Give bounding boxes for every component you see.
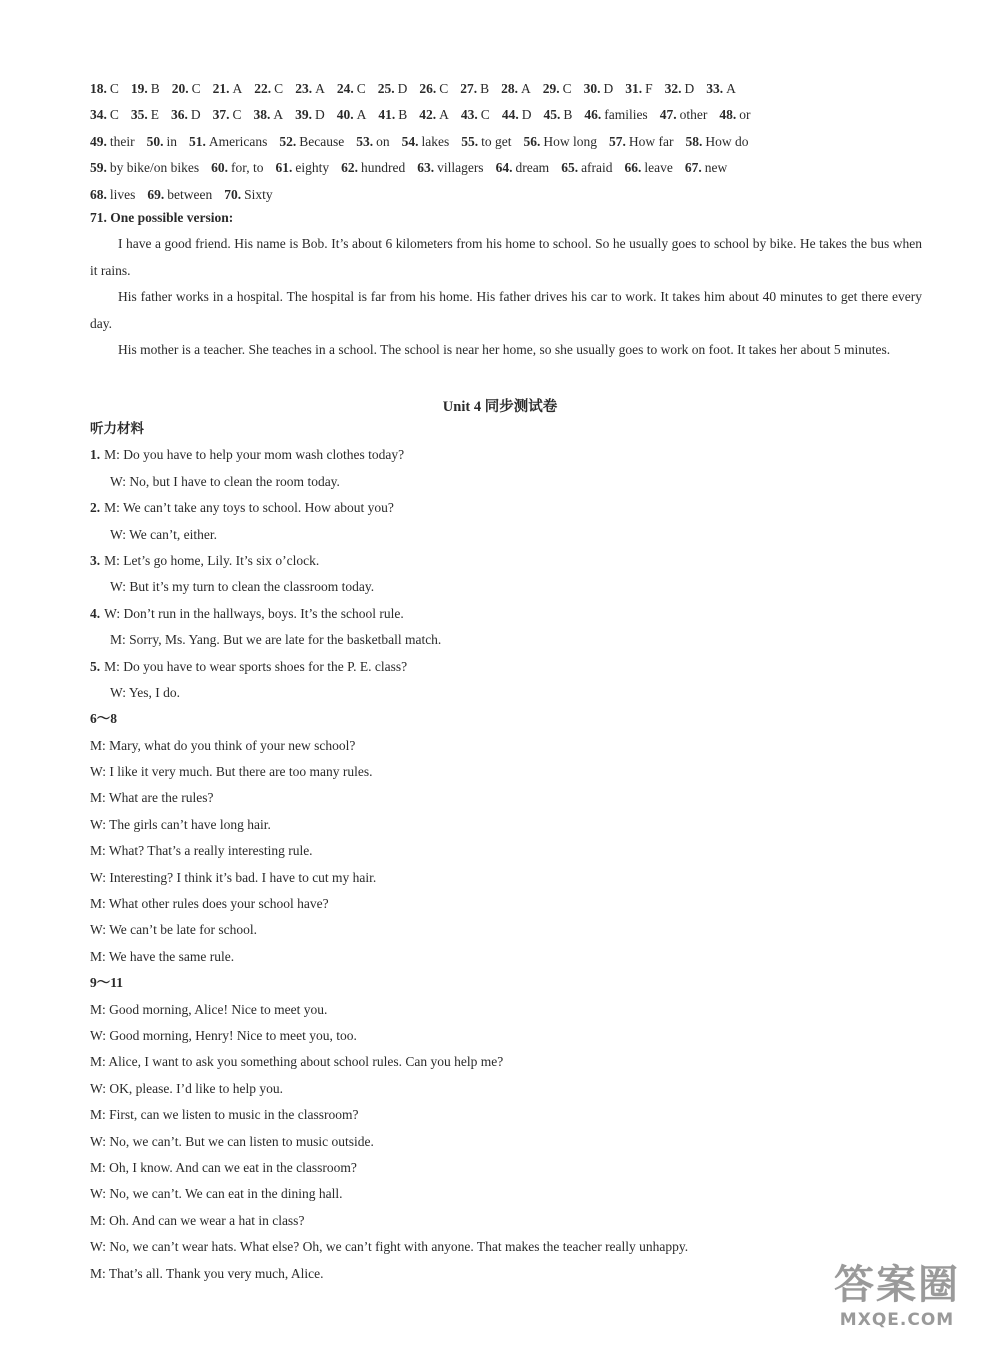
answer-value: A: [726, 81, 736, 96]
answer-item: [254, 76, 283, 102]
answer-item: [275, 155, 329, 181]
answer-row: [90, 102, 920, 128]
dialogue-line: [90, 680, 922, 706]
answer-item: [213, 102, 242, 128]
answer-value: other: [679, 107, 708, 123]
answer-number: 23.: [295, 81, 313, 96]
answer-number: 42.: [419, 107, 437, 123]
answer-number: 36.: [171, 107, 188, 123]
answer-number: 37.: [212, 107, 230, 123]
dialogue-line: W: OK, please. I’d like to help you.: [90, 1080, 283, 1096]
answer-value: C: [562, 81, 572, 96]
answer-item: [561, 155, 612, 181]
answer-number: 45.: [543, 107, 561, 123]
dialogue-text: W: We can’t, either.: [110, 526, 217, 542]
answer-value: A: [439, 107, 449, 123]
answer-row: [90, 129, 920, 155]
answer-value: How do: [705, 133, 749, 149]
answer-number: 68.: [90, 186, 107, 202]
answer-item: [665, 76, 695, 102]
answer-number: 65.: [561, 160, 579, 176]
answer-value: by bike/on bikes: [109, 160, 200, 176]
answer-row: [90, 182, 920, 208]
answer-value: F: [645, 81, 653, 96]
answer-value: for, to: [231, 160, 264, 176]
answer-value: D: [521, 107, 532, 123]
answer-item: [378, 76, 408, 102]
answer-item: [625, 155, 673, 181]
answer-value: C: [191, 81, 201, 96]
answer-value: to get: [481, 133, 512, 149]
answer-value: lakes: [421, 133, 450, 149]
answer-number: 62.: [341, 160, 358, 176]
listening-material: [90, 416, 922, 1287]
writing-paragraph-3: His mother is a teacher. She teaches in a school. The school is near her home, so she usually goes to work on foot. It takes her about 5 minutes.: [118, 342, 891, 358]
answer-value: B: [150, 81, 160, 96]
answer-number: 61.: [275, 160, 293, 176]
dialogue-line: [90, 522, 922, 548]
dialogue-line: [90, 495, 922, 521]
answer-number: 22.: [254, 81, 272, 96]
answer-item: [523, 129, 597, 155]
answer-number: 64.: [495, 160, 513, 176]
answer-number: 53.: [356, 133, 374, 149]
dialogue-text: M: Let’s go home, Lily. It’s six o’clock.: [104, 552, 320, 568]
answer-number: 49.: [90, 133, 107, 149]
answer-number: 24.: [336, 81, 354, 96]
answer-item: [685, 155, 727, 181]
answer-item: [279, 129, 344, 155]
answer-value: E: [150, 107, 160, 123]
answer-item: [295, 76, 325, 102]
answer-item: [341, 155, 405, 181]
answer-item: [131, 102, 159, 128]
answer-item: [461, 102, 490, 128]
dialogue-line: [90, 548, 922, 574]
answer-item: [419, 76, 448, 102]
answer-value: between: [167, 186, 213, 202]
answer-value: D: [397, 81, 408, 96]
dialogue-text: M: Do you have to help your mom wash clothes today?: [104, 447, 405, 463]
answer-number: 32.: [664, 81, 682, 96]
dialogue-line: W: I like it very much. But there are too many rules.: [90, 764, 373, 780]
dialogue-line: M: We have the same rule.: [90, 948, 235, 964]
dialogue-line: W: Interesting? I think it’s bad. I have to cut my hair.: [90, 869, 377, 885]
answer-item: [295, 102, 325, 128]
answer-number: 59.: [90, 160, 107, 176]
answer-item: [337, 76, 366, 102]
question-number: 3.: [90, 552, 101, 568]
answer-item: [609, 129, 673, 155]
answer-row: [90, 76, 920, 102]
answer-number: 27.: [460, 81, 478, 96]
answer-value: D: [315, 107, 325, 123]
dialogue-line: [90, 574, 922, 600]
answer-item: [719, 102, 750, 128]
answer-number: 46.: [584, 107, 602, 123]
dialogue-text: M: Do you have to wear sports shoes for the P. E. class?: [104, 658, 408, 674]
answer-item: [90, 129, 135, 155]
answer-item: [356, 129, 389, 155]
answer-value: leave: [644, 160, 673, 176]
answer-value: A: [520, 81, 531, 96]
answer-item: [419, 102, 449, 128]
question-number: 5.: [90, 658, 101, 674]
answer-number: 39.: [295, 107, 313, 123]
answer-item: [543, 102, 572, 128]
answer-value: A: [356, 107, 367, 123]
answer-number: 44.: [501, 107, 519, 123]
answer-value: B: [480, 81, 490, 96]
answer-value: C: [232, 107, 242, 123]
answer-number: 47.: [659, 107, 677, 123]
answer-value: Sixty: [244, 186, 273, 202]
writing-paragraph-2: His father works in a hospital. The hospital is far from his home. His father drives his car to work. It takes him about 40 minutes to get there every day.: [90, 289, 922, 331]
answer-item: [502, 102, 532, 128]
answer-value: How far: [628, 133, 674, 149]
writing-sample: [90, 205, 922, 363]
dialogue-line: [90, 601, 922, 627]
answer-value: in: [166, 133, 178, 149]
answer-item: [147, 182, 212, 208]
listening-heading: 听力材料: [90, 421, 144, 436]
answer-item: [496, 155, 550, 181]
answer-value: villagers: [437, 160, 484, 176]
dialogue-line: W: Good morning, Henry! Nice to meet you, too.: [90, 1027, 357, 1043]
watermark-text: 答案圈: [834, 1262, 960, 1308]
answer-value: lives: [109, 186, 136, 202]
dialogue-line: M: Mary, what do you think of your new school?: [90, 737, 356, 753]
answer-value: new: [704, 160, 728, 176]
answer-value: C: [439, 81, 449, 96]
answer-value: their: [109, 133, 135, 149]
question-number: 2.: [90, 500, 101, 516]
answer-number: 41.: [378, 107, 396, 123]
answer-number: 19.: [130, 81, 148, 96]
group-heading: 9～11: [90, 975, 124, 991]
unit-title: Unit 4 同步测试卷: [442, 399, 558, 415]
answer-item: [402, 129, 450, 155]
answer-number: 30.: [583, 81, 601, 96]
dialogue-line: M: What other rules does your school have?: [90, 896, 329, 912]
answer-value: How long: [543, 133, 597, 149]
answer-value: afraid: [581, 160, 613, 176]
dialogue-text: W: But it’s my turn to clean the classroom today.: [110, 579, 375, 595]
dialogue-line: [90, 654, 922, 680]
answer-row: [90, 155, 920, 181]
answer-value: A: [273, 107, 284, 123]
answer-item: [660, 102, 708, 128]
dialogue-line: M: First, can we listen to music in the classroom?: [90, 1107, 359, 1123]
answer-item: [90, 155, 199, 181]
answer-number: 69.: [147, 186, 165, 202]
answer-item: [378, 102, 407, 128]
answer-number: 66.: [624, 160, 642, 176]
answer-value: or: [739, 107, 751, 123]
answer-value: hundred: [360, 160, 406, 176]
answer-number: 57.: [608, 133, 626, 149]
answer-item: [254, 102, 284, 128]
dialogue-line: W: No, we can’t wear hats. What else? Oh, we can’t fight with anyone. That makes the teacher really unhappy.: [90, 1239, 689, 1255]
writing-heading: 71. One possible version:: [90, 210, 234, 225]
answer-item: [147, 129, 177, 155]
answer-number: 25.: [377, 81, 395, 96]
answer-value: D: [603, 81, 614, 96]
answer-value: dream: [515, 160, 550, 176]
question-number: 1.: [90, 447, 101, 463]
answer-number: 28.: [501, 81, 518, 96]
dialogue-text: W: Don’t run in the hallways, boys. It’s the school rule.: [104, 605, 404, 621]
answer-item: [501, 76, 531, 102]
dialogue-line: [90, 442, 922, 468]
dialogue-line: W: No, we can’t. We can eat in the dining hall.: [90, 1186, 343, 1202]
dialogue-text: W: Yes, I do.: [110, 684, 181, 700]
answer-item: [90, 76, 119, 102]
dialogue-line: M: What are the rules?: [90, 790, 214, 806]
dialogue-line: M: Alice, I want to ask you something about school rules. Can you help me?: [90, 1054, 504, 1070]
answer-value: on: [376, 133, 390, 149]
answer-number: 34.: [90, 107, 107, 123]
answer-number: 54.: [401, 133, 419, 149]
answer-number: 55.: [461, 133, 479, 149]
answer-number: 38.: [253, 107, 271, 123]
answer-item: [584, 102, 647, 128]
answer-item: [171, 102, 201, 128]
answer-value: C: [480, 107, 490, 123]
dialogue-text: M: Sorry, Ms. Yang. But we are late for the basketball match.: [110, 632, 442, 648]
answer-number: 51.: [189, 133, 206, 149]
dialogue-line: [90, 469, 922, 495]
answer-number: 70.: [224, 186, 242, 202]
answer-value: families: [604, 107, 648, 123]
answer-number: 58.: [685, 133, 703, 149]
answer-item: [172, 76, 201, 102]
answer-item: [211, 155, 263, 181]
answer-number: 56.: [523, 133, 541, 149]
answer-number: 35.: [130, 107, 148, 123]
answer-number: 33.: [706, 81, 724, 96]
answer-item: [337, 102, 367, 128]
answer-item: [543, 76, 572, 102]
answer-value: D: [190, 107, 201, 123]
answer-value: B: [563, 107, 573, 123]
dialogue-line: M: What? That’s a really interesting rule.: [90, 843, 313, 859]
dialogue-line: M: Oh, I know. And can we eat in the classroom?: [90, 1159, 357, 1175]
answer-item: [460, 76, 489, 102]
dialogue-line: M: That’s all. Thank you very much, Alice.: [90, 1265, 324, 1281]
answer-number: 31.: [625, 81, 643, 96]
answer-item: [584, 76, 614, 102]
answer-item: [685, 129, 748, 155]
dialogue-line: W: The girls can’t have long hair.: [90, 816, 271, 832]
answer-value: C: [109, 81, 119, 96]
answer-value: C: [356, 81, 366, 96]
answer-number: 40.: [336, 107, 354, 123]
answer-item: [189, 129, 267, 155]
answer-value: C: [109, 107, 119, 123]
answer-number: 60.: [211, 160, 228, 176]
answer-item: [706, 76, 736, 102]
answer-number: 50.: [146, 133, 164, 149]
dialogue-line: [90, 627, 922, 653]
answer-value: B: [398, 107, 408, 123]
answer-value: eighty: [295, 160, 330, 176]
answer-item: [625, 76, 652, 102]
dialogue-text: W: No, but I have to clean the room today.: [110, 473, 340, 489]
answer-number: 63.: [417, 160, 435, 176]
answer-item: [224, 182, 272, 208]
answer-number: 20.: [171, 81, 189, 96]
answer-value: C: [274, 81, 284, 96]
dialogue-line: W: No, we can’t. But we can listen to music outside.: [90, 1133, 374, 1149]
answer-item: [90, 182, 135, 208]
dialogue-text: M: We can’t take any toys to school. How about you?: [104, 500, 394, 516]
dialogue-line: M: Oh. And can we wear a hat in class?: [90, 1212, 305, 1228]
answer-number: 67.: [684, 160, 702, 176]
question-number: 4.: [90, 605, 101, 621]
answer-value: Because: [299, 133, 345, 149]
answer-number: 52.: [279, 133, 297, 149]
answer-value: Americans: [208, 133, 268, 149]
group-heading: 6～8: [90, 711, 117, 727]
answer-item: [131, 76, 160, 102]
answer-number: 48.: [719, 107, 737, 123]
watermark-url: MXQE.COM: [839, 1310, 955, 1330]
answer-value: A: [232, 81, 243, 96]
watermark-logo: [822, 1261, 972, 1335]
answer-item: [90, 102, 119, 128]
writing-paragraph-1: I have a good friend. His name is Bob. It’s about 6 kilometers from his home to school. So he usually goes to school by bike. He takes the bus when it rains.: [90, 236, 922, 278]
answer-value: D: [684, 81, 695, 96]
answer-number: 21.: [212, 81, 230, 96]
answer-number: 43.: [460, 107, 478, 123]
answer-number: 18.: [90, 81, 107, 96]
answer-item: [417, 155, 483, 181]
answer-item: [213, 76, 243, 102]
answer-item: [461, 129, 511, 155]
dialogue-line: M: Good morning, Alice! Nice to meet you.: [90, 1001, 328, 1017]
answer-number: 26.: [419, 81, 437, 96]
dialogue-line: W: We can’t be late for school.: [90, 922, 257, 938]
answer-value: A: [315, 81, 325, 96]
answer-number: 29.: [542, 81, 560, 96]
answer-key: [90, 76, 920, 208]
